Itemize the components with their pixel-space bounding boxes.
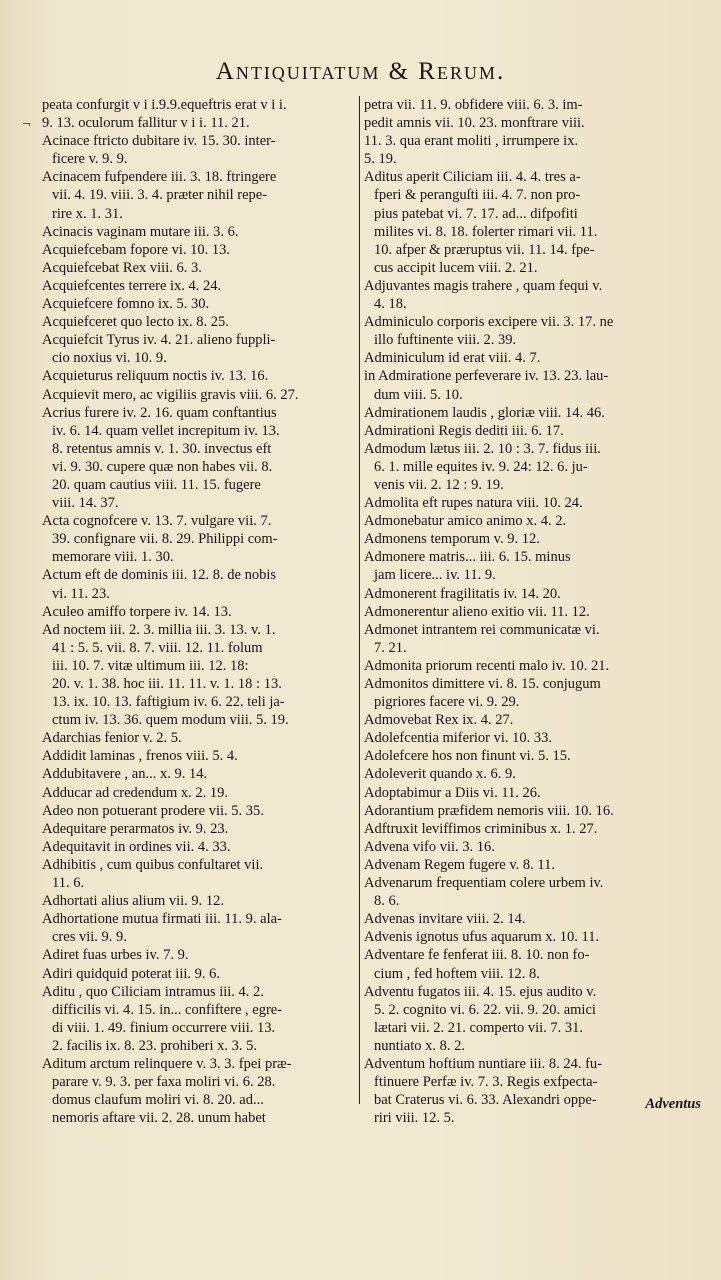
- index-line: Admonere matris... iii. 6. 15. minus: [364, 549, 571, 566]
- index-line: bat Craterus vi. 6. 33. Alexandri oppe-: [374, 1092, 597, 1109]
- index-line: Acquieturus reliquum noctis iv. 13. 16.: [42, 368, 269, 385]
- catchword: Adventus: [645, 1096, 701, 1112]
- column-divider: [359, 96, 360, 1104]
- index-line: Admirationem laudis , gloriæ viii. 14. 46.: [364, 404, 605, 421]
- index-line: 39. confignare vii. 8. 29. Philippi com-: [52, 531, 278, 548]
- index-line: domus claufum moliri vi. 8. 20. ad...: [52, 1092, 264, 1109]
- index-line: Ad noctem iii. 2. 3. millia iii. 3. 13. v. 1.: [42, 621, 276, 638]
- index-line: 8. 6.: [374, 893, 400, 910]
- index-line: 5. 2. cognito vi. 6. 22. vii. 9. 20. amici: [374, 1001, 596, 1018]
- index-line: Admodum lætus iii. 2. 10 : 3. 7. fidus iii.: [364, 440, 601, 457]
- index-line: jam licere... iv. 11. 9.: [374, 567, 496, 584]
- index-line: memorare viii. 1. 30.: [52, 549, 174, 566]
- index-line: Acrius furere iv. 2. 16. quam conftantius: [42, 404, 277, 421]
- index-line: ftinuere Perfæ iv. 7. 3. Regis exfpecta-: [374, 1074, 598, 1091]
- index-line: in Admiratione perfeverare iv. 13. 23. lau-: [364, 368, 609, 385]
- index-line: Adducar ad credendum x. 2. 19.: [42, 784, 229, 801]
- index-line: Adoleverit quando x. 6. 9.: [364, 766, 516, 783]
- index-line: 8. retentus amnis v. 1. 30. invectus eft: [52, 440, 272, 457]
- index-line: 7. 21.: [374, 639, 407, 656]
- index-line: Admonens temporum v. 9. 12.: [364, 531, 540, 548]
- index-line: Adequitare perarmatos iv. 9. 23.: [42, 820, 229, 837]
- index-line: riri viii. 12. 5.: [374, 1110, 455, 1127]
- index-line: Adventum hoftium nuntiare iii. 8. 24. fu-: [364, 1055, 603, 1072]
- index-line: Adorantium præfidem nemoris viii. 10. 16.: [364, 802, 614, 819]
- right-column: [364, 96, 700, 1127]
- index-line: Acquiefcit Tyrus iv. 4. 21. alieno fuppli-: [42, 332, 276, 349]
- index-line: 2. facilis ix. 8. 23. prohiberi x. 3. 5.: [52, 1037, 257, 1054]
- index-line: Admirationi Regis dediti iii. 6. 17.: [364, 422, 564, 439]
- index-line: 10. afper & præruptus vii. 11. 14. fpe-: [374, 241, 595, 258]
- index-line: vii. 4. 19. viii. 3. 4. præter nihil repe-: [52, 187, 268, 204]
- index-line: Admonet intrantem rei communicatæ vi.: [364, 621, 600, 638]
- index-line: Advenis ignotus ufus aquarum x. 10. 11.: [364, 929, 600, 946]
- index-line: nuntiato x. 8. 2.: [374, 1037, 466, 1054]
- left-column: [42, 96, 357, 1127]
- index-line: dum viii. 5. 10.: [374, 386, 463, 403]
- index-line: pigriores facere vi. 9. 29.: [374, 694, 520, 711]
- index-line: 20. v. 1. 38. hoc iii. 11. 11. v. 1. 18 : 13.: [52, 676, 282, 692]
- index-line: Acquievit mero, ac vigiliis gravis viii. 6. 27.: [42, 386, 299, 403]
- index-line: Advenam Regem fugere v. 8. 11.: [364, 856, 555, 873]
- index-line: nemoris aftare vii. 2. 28. unum habet: [52, 1110, 266, 1127]
- index-line: Admonerent fragilitatis iv. 14. 20.: [364, 585, 561, 602]
- index-line: 6. 1. mille equites iv. 9. 24: 12. 6. ju-: [374, 458, 588, 475]
- index-line: lætari vii. 2. 21. comperto vii. 7. 31.: [374, 1019, 584, 1036]
- index-line: Adiri quidquid poterat iii. 9. 6.: [42, 965, 221, 982]
- index-line: venis vii. 2. 12 : 9. 19.: [374, 476, 504, 493]
- index-line: Advenas invitare viii. 2. 14.: [364, 911, 526, 928]
- index-line: iii. 10. 7. vitæ ultimum iii. 12. 18:: [52, 657, 249, 674]
- index-line: Actum eft de dominis iii. 12. 8. de nobis: [42, 567, 276, 584]
- index-line: Addidit laminas , frenos viii. 5. 4.: [42, 748, 238, 765]
- index-line: pedit amnis vii. 10. 23. monftrare viii.: [364, 115, 585, 132]
- index-line: Adolefcere hos non finunt vi. 5. 15.: [364, 748, 571, 765]
- index-line: Acta cognofcere v. 13. 7. vulgare vii. 7.: [42, 513, 272, 530]
- index-line: rire x. 1. 31.: [52, 205, 123, 222]
- index-line: Adftruxit leviffimos criminibus x. 1. 27.: [364, 820, 598, 837]
- index-line: Acquiefcebam fopore vi. 10. 13.: [42, 241, 231, 258]
- index-line: Admonitos dimittere vi. 8. 15. conjugum: [364, 676, 601, 692]
- index-line: Aculeo amiffo torpere iv. 14. 13.: [42, 603, 232, 620]
- index-line: Adequitavit in ordines vii. 4. 33.: [42, 838, 231, 855]
- index-line: Addubitavere , an... x. 9. 14.: [42, 766, 208, 783]
- index-line: Adoptabimur a Diis vi. 11. 26.: [364, 784, 541, 801]
- index-line: Adeo non potuerant prodere vii. 5. 35.: [42, 802, 264, 819]
- running-header: Antiquitatum & Rerum.: [215, 58, 506, 85]
- index-line: cio noxius vi. 10. 9.: [52, 350, 167, 367]
- index-line: 4. 18.: [374, 296, 407, 313]
- index-line: Adhortati alius alium vii. 9. 12.: [42, 893, 225, 910]
- index-line: 11. 6.: [52, 875, 85, 892]
- index-line: cium , fed hoftem viii. 12. 8.: [374, 965, 540, 982]
- index-line: Adarchias fenior v. 2. 5.: [42, 730, 182, 747]
- index-line: iv. 6. 14. quam vellet increpitum iv. 13.: [52, 422, 280, 439]
- index-line: di viii. 1. 49. finium occurrere viii. 13.: [52, 1019, 276, 1036]
- index-line: Acquiefceret quo lecto ix. 8. 25.: [42, 314, 229, 331]
- index-line: vi. 9. 30. cupere quæ non habes vii. 8.: [52, 458, 273, 475]
- index-line: ctum iv. 13. 36. quem modum viii. 5. 19.: [52, 712, 289, 729]
- index-line: Admonerentur alieno exitio vii. 11. 12.: [364, 603, 590, 620]
- index-line: cus accipit lucem viii. 2. 21.: [374, 259, 538, 276]
- index-line: 9. 13. oculorum fallitur v i i. 11. 21.: [42, 115, 250, 132]
- index-line: Admonebatur amico animo x. 4. 2.: [364, 513, 567, 530]
- index-line: Aditus aperit Ciliciam iii. 4. 4. tres a-: [364, 169, 581, 186]
- index-line: Adventare fe fenferat iii. 8. 10. non fo-: [364, 947, 590, 964]
- index-line: milites vi. 8. 18. folerter rimari vii. 11.: [374, 223, 598, 240]
- index-line: illo fuftinente viii. 2. 39.: [374, 332, 517, 349]
- index-line: Adolefcentia miferior vi. 10. 33.: [364, 730, 553, 747]
- index-line: parare v. 9. 3. per faxa moliri vi. 6. 28.: [52, 1074, 276, 1091]
- index-line: 11. 3. qua erant moliti , irrumpere ix.: [364, 133, 579, 150]
- index-line: viii. 14. 37.: [52, 495, 119, 512]
- index-line: difficilis vi. 4. 15. in... confiftere , egre-: [52, 1001, 283, 1018]
- index-line: 5. 19.: [364, 151, 397, 168]
- index-line: Aditu , quo Ciliciam intramus iii. 4. 2.: [42, 983, 264, 1000]
- index-line: ficere v. 9. 9.: [52, 151, 128, 168]
- index-line: Admonita priorum recenti malo iv. 10. 21.: [364, 657, 610, 674]
- margin-mark: ¬: [22, 118, 32, 131]
- index-line: Aditum arctum relinquere v. 3. 3. fpei præ-: [42, 1055, 292, 1072]
- index-line: Acinacem fufpendere iii. 3. 18. ftringere: [42, 169, 277, 186]
- index-line: cres vii. 9. 9.: [52, 929, 127, 946]
- index-line: petra vii. 11. 9. obfidere viii. 6. 3. im-: [364, 97, 583, 113]
- index-line: pius patebat vi. 7. 17. ad... difpofiti: [374, 205, 578, 222]
- index-line: Adhibitis , cum quibus confultaret vii.: [42, 856, 264, 873]
- index-line: Acquiefcebat Rex viii. 6. 3.: [42, 259, 202, 276]
- index-line: Acinacis vaginam mutare iii. 3. 6.: [42, 223, 239, 240]
- index-line: Adiret fuas urbes iv. 7. 9.: [42, 947, 189, 964]
- index-line: vi. 11. 23.: [52, 585, 110, 602]
- index-line: Acinace ftricto dubitare iv. 15. 30. inter-: [42, 133, 276, 150]
- index-line: Advena vifo vii. 3. 16.: [364, 838, 495, 855]
- index-line: Adminiculum id erat viii. 4. 7.: [364, 350, 541, 367]
- index-line: 41 : 5. 5. vii. 8. 7. viii. 12. 11. folum: [52, 639, 263, 656]
- index-line: Adhortatione mutua firmati iii. 11. 9. ala-: [42, 911, 282, 928]
- index-line: 13. ix. 10. 13. faftigium iv. 6. 22. teli ja-: [52, 694, 285, 711]
- index-line: Adjuvantes magis trahere , quam fequi v.: [364, 277, 603, 294]
- index-line: peata confurgit v i i.9.9.equeftris erat v i i.: [42, 97, 287, 113]
- index-line: Advenarum frequentiam colere urbem iv.: [364, 875, 604, 892]
- index-line: Adminiculo corporis excipere vii. 3. 17. ne: [364, 314, 614, 331]
- index-line: Acquiefcentes terrere ix. 4. 24.: [42, 277, 222, 294]
- index-line: 20. quam cautius viii. 11. 15. fugere: [52, 476, 261, 493]
- index-line: fperi & peranguſti iii. 4. 7. non pro-: [374, 187, 581, 204]
- index-line: Admovebat Rex ix. 4. 27.: [364, 712, 514, 729]
- index-line: Acquiefcere fomno ix. 5. 30.: [42, 296, 210, 313]
- index-line: Admolita eft rupes natura viii. 10. 24.: [364, 495, 583, 512]
- index-line: Adventu fugatos iii. 4. 15. ejus audito v.: [364, 983, 597, 1000]
